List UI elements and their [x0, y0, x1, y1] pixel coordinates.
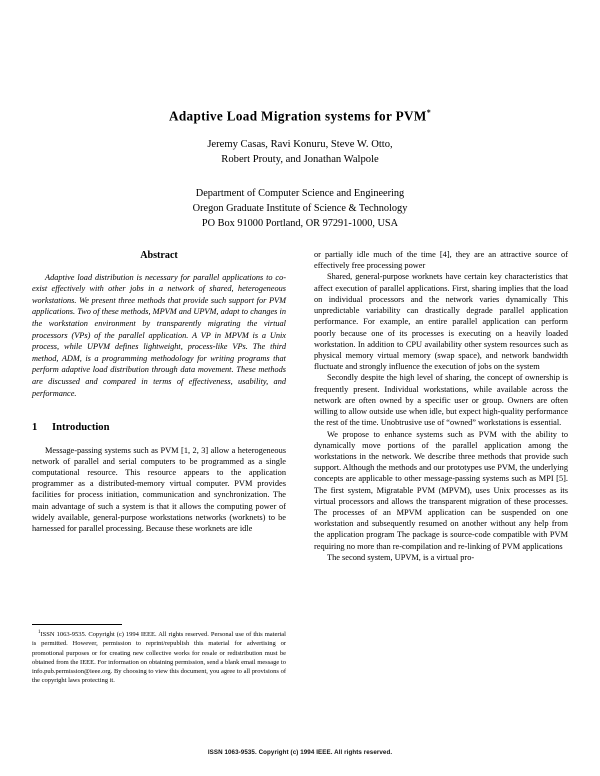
footnote-rule [32, 624, 122, 625]
affiliation-line-3: PO Box 91000 Portland, OR 97291-1000, USA [201, 218, 399, 230]
right-paragraph-4: We propose to enhance systems such as PVM with the ability to dynamically move portions of the parallel application among the workstations in the network. We describe three methods that provide such support. Although the methods and our prototypes use PVM, the underlying concepts are applicable to other message-passing systems such as MPI [5]. The first system, Migratable PVM (MPVM), uses Unix processes as its virtual processors and allows the transparent migration of these processes. The processes of an MPVM application can be suspended on one workstation and subsequently resumed on another without any help from the application program The package is source-code compatible with PVM requiring no more than re-compilation and re-linking of PVM applications [314, 429, 568, 551]
footnote-block [32, 624, 286, 685]
page-title [30, 108, 570, 124]
intro-paragraph-1: Message-passing systems such as PVM [1, 2, 3] allow a heterogeneous network of parallel and serial computers to be programmed as a single computational resource. This resource appears to the application programmer as a distributed-memory virtual computer. PVM provides facilities for process initiation, communication and synchronization. The main advantage of such a system is that it allows the computing power of widely available, general-purpose workstations networks (worknets) to be harnessed for parallel processing. Because these worknets are idle [32, 445, 286, 534]
author-line-2: Robert Prouty, and Jonathan Walpole [221, 154, 379, 166]
paper-header [30, 108, 570, 232]
section-heading-introduction [32, 421, 286, 435]
right-paragraph-2: Shared, general-purpose worknets have certain key characteristics that affect execution of parallel applications. First, sharing implies that the load on individual processors and the network varies dynamically This unpredictable variability can drastically degrade parallel application performance. For example, an entire parallel application can perform poorly because one of its processes is executing on a heavily loaded workstation. In addition to CPU availability other system resources such as physical memory virtual memory (swap space), and network bandwidth fluctuate and strongly influence the execution of jobs on the system [314, 272, 568, 372]
title-footnote-marker: * [426, 108, 432, 117]
abstract-text: Adaptive load distribution is necessary for parallel applications to co-exist effectively with other jobs in a network of shared, heterogeneous workstations. We present three methods that provide such support for PVM applications. Two of these methods, MPVM and UPVM, adapt to changes in the workstation environment by transparently migrating the virtual processors (VPs) of the parallel application. A VP in MPVM is a Unix process, while UPVM defines lightweight, process-like VPs. The third method, ADM, is a programming methodology for writing programs that perform adaptive load distribution through data movement. These methods are discussed and compared in terms of effectiveness, usability, and performance. [32, 272, 286, 398]
page-title-text: Adaptive Load Migration systems for PVM [168, 108, 427, 124]
footnote-text [32, 629, 286, 685]
right-paragraph-continuation: or partially idle much of the time [4], they are an attractive source of effectively free processing power [314, 250, 568, 271]
section-number: 1 [32, 422, 38, 434]
abstract-section [32, 249, 286, 399]
author-line-1: Jeremy Casas, Ravi Konuru, Steve W. Otto, [207, 139, 393, 151]
affiliation-block [30, 187, 570, 232]
section-title: Introduction [52, 422, 110, 434]
affiliation-line-1: Department of Computer Science and Engineering [195, 188, 405, 200]
right-column [314, 249, 568, 563]
right-paragraph-3: Secondly despite the high level of sharing, the concept of ownership is frequently present. Individual workstations, while available across the network are often owned by a specific user or group. Owners are often willing to allow outside use when idle, but expect high-quality performance the rest of the time. Unobtrusive use of “owned” workstations is essential. [314, 373, 568, 428]
footnote-body: ISSN 1063-9535. Copyright (c) 1994 IEEE. All rights reserved. Personal use of this material is permitted. However, permission to reprint/republish this material for advertising or promotional purposes or for creating new collective works for resale or redistribution must be obtained from the IEEE. For information on obtaining permission, send a blank email message to info.pub.permission@ieee.org. By choosing to view this document, you agree to all provisions of the copyright laws protecting it. [32, 631, 286, 685]
affiliation-line-2: Oregon Graduate Institute of Science & Technology [192, 203, 408, 215]
abstract-heading: Abstract [140, 250, 178, 261]
left-column [32, 249, 286, 534]
footer-copyright: ISSN 1063-9535. Copyright (c) 1994 IEEE. All rights reserved. [207, 749, 393, 756]
right-paragraph-5: The second system, UPVM, is a virtual pro- [327, 552, 475, 562]
footnote-marker: 1 [38, 630, 41, 635]
author-list [30, 137, 570, 167]
